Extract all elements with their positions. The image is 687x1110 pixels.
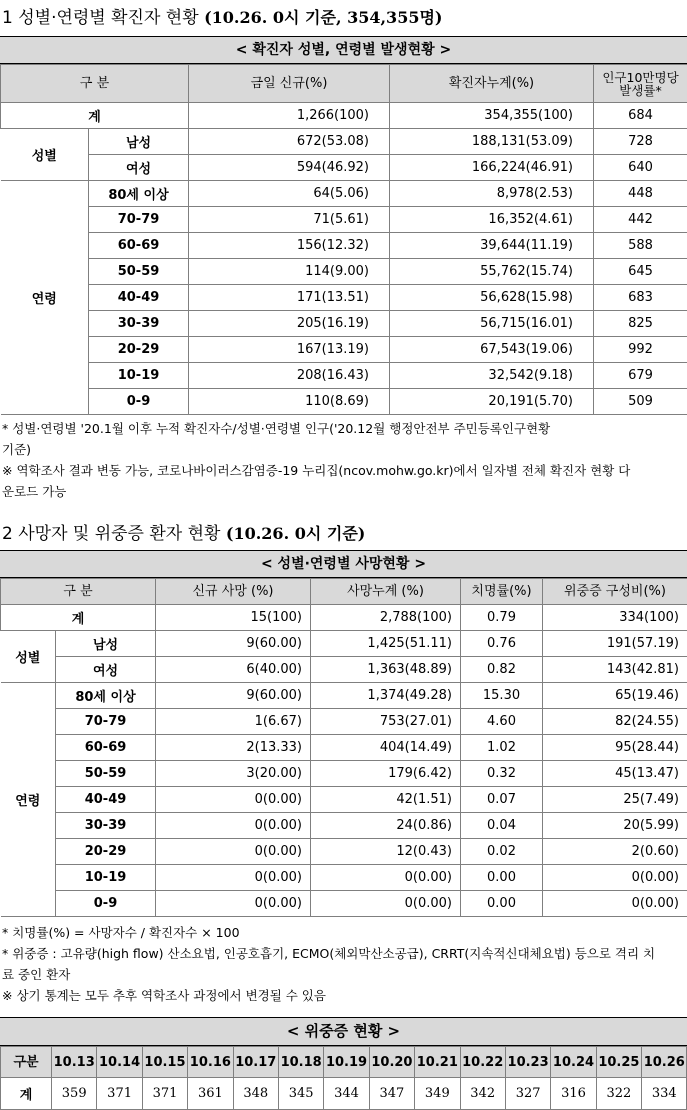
header-new: 금일 신규(%) [189, 65, 390, 103]
header-fatality: 치명률(%) [461, 579, 543, 605]
cumulative-deaths-value: 1,374(49.28) [311, 683, 461, 709]
age-row [1, 311, 687, 337]
sex-row [1, 631, 687, 657]
severe-count: 348 [233, 1078, 278, 1110]
new-value: 208(16.43) [189, 363, 390, 389]
new-value: 71(5.61) [189, 207, 390, 233]
cumulative-deaths-value: 1,363(48.89) [311, 657, 461, 683]
date-header: 10.22 [460, 1047, 505, 1078]
date-header: 10.26 [642, 1047, 687, 1078]
row-label: 30-39 [89, 311, 189, 337]
age-row [1, 207, 687, 233]
new-value: 110(8.69) [189, 389, 390, 415]
section1-heading-date: (10.26. 0시 기준, 354,355명) [204, 8, 442, 27]
age-row [1, 813, 687, 839]
row-label: 50-59 [89, 259, 189, 285]
row-label: 60-69 [89, 233, 189, 259]
rate-value: 683 [594, 285, 687, 311]
cumulative-value: 16,352(4.61) [390, 207, 594, 233]
severe-count: 361 [188, 1078, 233, 1110]
fatality-value: 0.32 [461, 761, 543, 787]
new-deaths-value: 0(0.00) [156, 839, 311, 865]
group-label-age: 연령 [1, 683, 56, 917]
age-row [1, 389, 687, 415]
rate-value: 992 [594, 337, 687, 363]
new-deaths-value: 0(0.00) [156, 813, 311, 839]
new-value: 594(46.92) [189, 155, 390, 181]
severe-value: 143(42.81) [543, 657, 687, 683]
age-row [1, 363, 687, 389]
row-label: 여성 [56, 657, 156, 683]
total-row [1, 103, 687, 129]
severe-value: 20(5.99) [543, 813, 687, 839]
severe-count: 349 [415, 1078, 460, 1110]
date-header: 10.18 [278, 1047, 323, 1078]
age-row [1, 233, 687, 259]
age-row [1, 683, 687, 709]
fatality-value: 0.07 [461, 787, 543, 813]
note-line: ※ 역학조사 결과 변동 가능, 코로나바이러스감염증-19 누리집(ncov.mohw.go.kr)에서 일자별 전체 확진자 현황 다 [2, 460, 686, 481]
row-label: 0-9 [56, 891, 156, 917]
cumulative-deaths-value: 179(6.42) [311, 761, 461, 787]
severe-value: 0(0.00) [543, 865, 687, 891]
row-label: 30-39 [56, 813, 156, 839]
age-row [1, 285, 687, 311]
row-label: 70-79 [89, 207, 189, 233]
date-header: 10.23 [505, 1047, 550, 1078]
section2-notes [2, 922, 686, 1006]
cumulative-deaths-value: 0(0.00) [311, 865, 461, 891]
deaths-table [0, 578, 687, 917]
rate-value: 640 [594, 155, 687, 181]
cumulative-deaths-value: 2,788(100) [311, 605, 461, 631]
section1-heading [2, 3, 442, 28]
note-line: * 성별·연령별 '20.1월 이후 누적 확진자수/성별·연령별 인구('20.12월 행정안전부 주민등록인구현황 [2, 418, 686, 439]
row-label: 남성 [89, 129, 189, 155]
note-line: 운로드 가능 [2, 481, 686, 502]
header-cumulative: 확진자누계(%) [390, 65, 594, 103]
cumulative-value: 39,644(11.19) [390, 233, 594, 259]
new-value: 1,266(100) [189, 103, 390, 129]
severe-count: 371 [142, 1078, 187, 1110]
age-row [1, 865, 687, 891]
severe-count: 316 [551, 1078, 596, 1110]
cumulative-value: 55,762(15.74) [390, 259, 594, 285]
cumulative-value: 20,191(5.70) [390, 389, 594, 415]
values-row [1, 1078, 687, 1110]
age-row [1, 839, 687, 865]
fatality-value: 0.02 [461, 839, 543, 865]
header-cumulative-deaths: 사망누계 (%) [311, 579, 461, 605]
fatality-value: 0.82 [461, 657, 543, 683]
sex-row [1, 129, 687, 155]
row-label: 20-29 [56, 839, 156, 865]
header-category: 구 분 [1, 579, 156, 605]
severe-value: 95(28.44) [543, 735, 687, 761]
row-label: 80세 이상 [56, 683, 156, 709]
date-header: 10.13 [52, 1047, 97, 1078]
age-row [1, 709, 687, 735]
total-row [1, 605, 687, 631]
group-label-sex: 성별 [1, 129, 89, 181]
severe-value: 82(24.55) [543, 709, 687, 735]
rate-value: 679 [594, 363, 687, 389]
cumulative-value: 56,628(15.98) [390, 285, 594, 311]
rate-value: 645 [594, 259, 687, 285]
date-header: 10.24 [551, 1047, 596, 1078]
date-header: 10.15 [142, 1047, 187, 1078]
new-value: 205(16.19) [189, 311, 390, 337]
new-deaths-value: 0(0.00) [156, 865, 311, 891]
age-row [1, 761, 687, 787]
cumulative-deaths-value: 42(1.51) [311, 787, 461, 813]
new-deaths-value: 6(40.00) [156, 657, 311, 683]
new-deaths-value: 9(60.00) [156, 683, 311, 709]
note-line: * 치명률(%) = 사망자수 / 확진자수 × 100 [2, 922, 686, 943]
age-row [1, 735, 687, 761]
row-label: 10-19 [56, 865, 156, 891]
cumulative-value: 32,542(9.18) [390, 363, 594, 389]
section3-caption: < 위중증 현황 > [0, 1017, 687, 1046]
severe-value: 2(0.60) [543, 839, 687, 865]
rate-value: 728 [594, 129, 687, 155]
date-header: 10.21 [415, 1047, 460, 1078]
severe-value: 0(0.00) [543, 891, 687, 917]
new-deaths-value: 9(60.00) [156, 631, 311, 657]
new-deaths-value: 1(6.67) [156, 709, 311, 735]
row-label: 0-9 [89, 389, 189, 415]
row-label: 70-79 [56, 709, 156, 735]
rate-value: 588 [594, 233, 687, 259]
cumulative-deaths-value: 1,425(51.11) [311, 631, 461, 657]
severe-count: 344 [324, 1078, 369, 1110]
row-label: 10-19 [89, 363, 189, 389]
row-label: 80세 이상 [89, 181, 189, 207]
row-header-label: 구분 [1, 1047, 52, 1078]
severe-count: 342 [460, 1078, 505, 1110]
new-value: 156(12.32) [189, 233, 390, 259]
row-label: 계 [1, 605, 156, 631]
rate-value: 448 [594, 181, 687, 207]
new-value: 672(53.08) [189, 129, 390, 155]
date-header: 10.25 [596, 1047, 641, 1078]
row-label: 40-49 [56, 787, 156, 813]
severe-value: 25(7.49) [543, 787, 687, 813]
severe-count: 334 [642, 1078, 687, 1110]
fatality-value: 0.79 [461, 605, 543, 631]
date-header: 10.14 [97, 1047, 142, 1078]
new-deaths-value: 0(0.00) [156, 787, 311, 813]
cumulative-deaths-value: 0(0.00) [311, 891, 461, 917]
severe-value: 65(19.46) [543, 683, 687, 709]
section1-heading-text: 1 성별·연령별 확진자 현황 [2, 8, 199, 28]
severe-count: 322 [596, 1078, 641, 1110]
fatality-value: 1.02 [461, 735, 543, 761]
new-value: 114(9.00) [189, 259, 390, 285]
cumulative-value: 354,355(100) [390, 103, 594, 129]
fatality-value: 15.30 [461, 683, 543, 709]
age-row [1, 787, 687, 813]
cumulative-value: 67,543(19.06) [390, 337, 594, 363]
section2-heading-date: (10.26. 0시 기준) [226, 524, 365, 543]
note-line: ※ 상기 통계는 모두 추후 역학조사 과정에서 변경될 수 있음 [2, 985, 686, 1006]
severe-count: 371 [97, 1078, 142, 1110]
severe-count: 345 [278, 1078, 323, 1110]
row-label: 20-29 [89, 337, 189, 363]
date-header: 10.20 [369, 1047, 414, 1078]
row-label: 40-49 [89, 285, 189, 311]
age-row [1, 891, 687, 917]
cumulative-deaths-value: 404(14.49) [311, 735, 461, 761]
date-header: 10.17 [233, 1047, 278, 1078]
cumulative-deaths-value: 753(27.01) [311, 709, 461, 735]
severe-count: 347 [369, 1078, 414, 1110]
sex-row [1, 657, 687, 683]
section2-caption: < 성별·연령별 사망현황 > [0, 550, 687, 578]
header-rate: 인구10만명당 발생률* [594, 65, 687, 103]
cumulative-deaths-value: 24(0.86) [311, 813, 461, 839]
cumulative-value: 188,131(53.09) [390, 129, 594, 155]
date-header: 10.19 [324, 1047, 369, 1078]
group-label-sex: 성별 [1, 631, 56, 683]
note-line: 료 중인 환자 [2, 964, 686, 985]
severe-count: 327 [505, 1078, 550, 1110]
fatality-value: 0.00 [461, 865, 543, 891]
cumulative-value: 56,715(16.01) [390, 311, 594, 337]
new-deaths-value: 15(100) [156, 605, 311, 631]
age-row [1, 181, 687, 207]
header-new-deaths: 신규 사망 (%) [156, 579, 311, 605]
cumulative-deaths-value: 12(0.43) [311, 839, 461, 865]
rate-value: 684 [594, 103, 687, 129]
header-category: 구 분 [1, 65, 189, 103]
rate-value: 509 [594, 389, 687, 415]
row-label: 계 [1, 103, 189, 129]
rate-value: 825 [594, 311, 687, 337]
cumulative-value: 8,978(2.53) [390, 181, 594, 207]
fatality-value: 0.76 [461, 631, 543, 657]
group-label-age: 연령 [1, 181, 89, 415]
rate-value: 442 [594, 207, 687, 233]
age-row [1, 337, 687, 363]
fatality-value: 0.00 [461, 891, 543, 917]
severe-value: 191(57.19) [543, 631, 687, 657]
sex-row [1, 155, 687, 181]
note-line: 기준) [2, 439, 686, 460]
row-label: 50-59 [56, 761, 156, 787]
row-label: 남성 [56, 631, 156, 657]
severe-value: 45(13.47) [543, 761, 687, 787]
total-label: 계 [1, 1078, 52, 1110]
cumulative-value: 166,224(46.91) [390, 155, 594, 181]
fatality-value: 4.60 [461, 709, 543, 735]
severe-count: 359 [52, 1078, 97, 1110]
confirmed-table [0, 64, 687, 415]
note-line: * 위중증 : 고유량(high flow) 산소요법, 인공호흡기, ECMO(체외막산소공급), CRRT(지속적신대체요법) 등으로 격리 치 [2, 943, 686, 964]
section2-heading-text: 2 사망자 및 위중증 환자 현황 [2, 524, 220, 544]
new-value: 64(5.06) [189, 181, 390, 207]
severe-value: 334(100) [543, 605, 687, 631]
section1-caption: < 확진자 성별, 연령별 발생현황 > [0, 36, 687, 64]
new-deaths-value: 0(0.00) [156, 891, 311, 917]
date-header: 10.16 [188, 1047, 233, 1078]
section2-heading [2, 519, 365, 544]
age-row [1, 259, 687, 285]
new-deaths-value: 2(13.33) [156, 735, 311, 761]
severe-trend-table [0, 1046, 687, 1110]
new-value: 167(13.19) [189, 337, 390, 363]
new-deaths-value: 3(20.00) [156, 761, 311, 787]
row-label: 60-69 [56, 735, 156, 761]
row-label: 여성 [89, 155, 189, 181]
header-severe: 위중증 구성비(%) [543, 579, 687, 605]
dates-row [1, 1047, 687, 1078]
new-value: 171(13.51) [189, 285, 390, 311]
section1-notes [2, 418, 686, 502]
fatality-value: 0.04 [461, 813, 543, 839]
